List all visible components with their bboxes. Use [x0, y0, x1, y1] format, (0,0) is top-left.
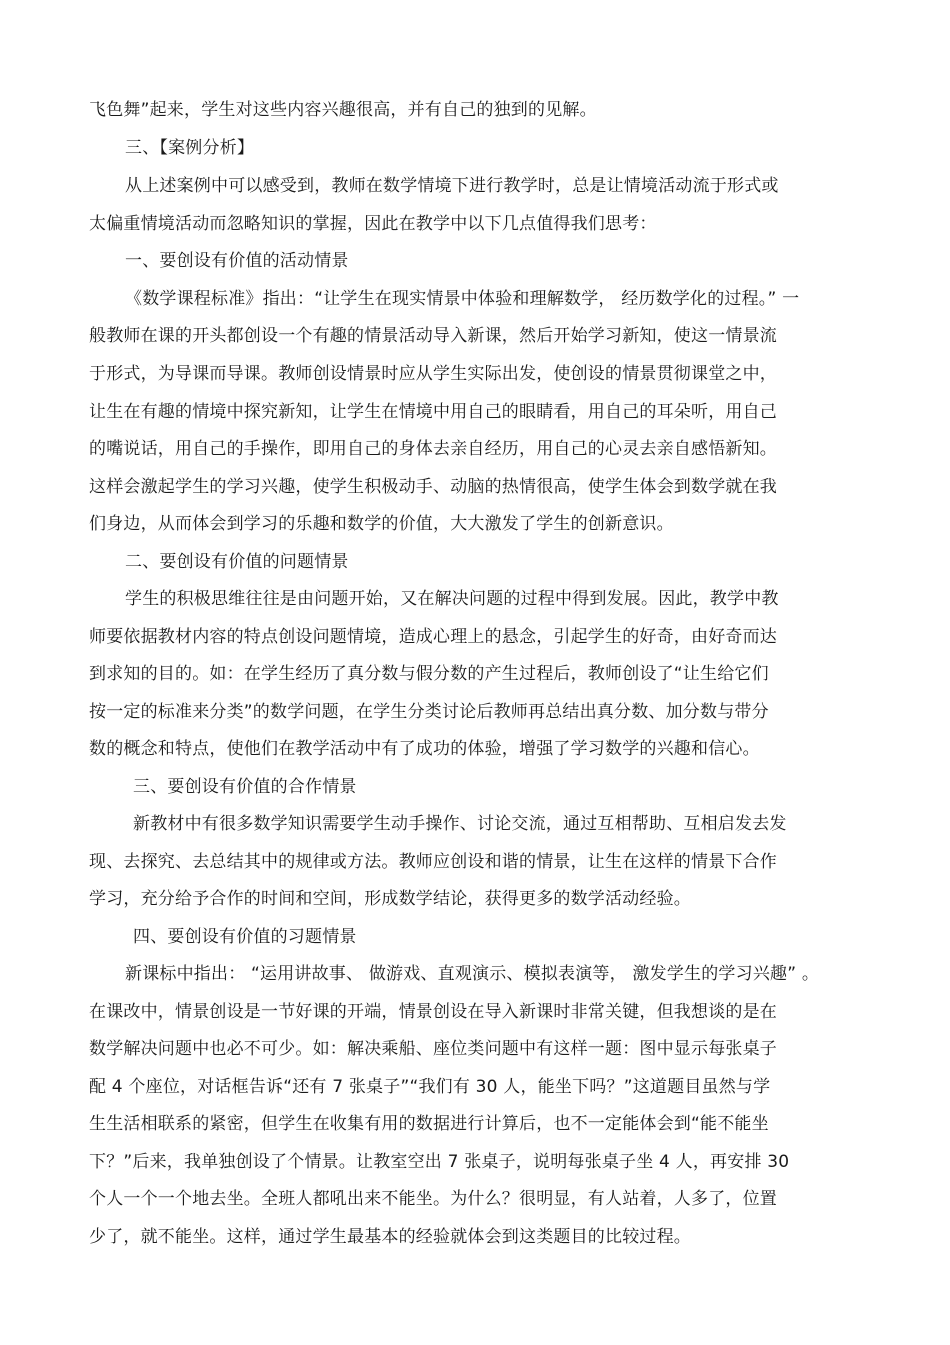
- subsection-heading: 三、要创设有价值的合作情景: [133, 777, 357, 797]
- subsection-heading: 四、要创设有价值的习题情景: [133, 927, 357, 947]
- text-line: 新课标中指出： “运用讲故事、 做游戏、直观演示、模拟表演等， 激发学生的学习兴趣” 。: [125, 964, 820, 984]
- text-line: 的嘴说话，用自己的手操作，即用自己的身体去亲自经历，用自己的心灵去亲自感悟新知。: [89, 439, 777, 459]
- text-line: 学习，充分给予合作的时间和空间，形成数学结论，获得更多的数学活动经验。: [89, 889, 691, 909]
- text-line: 按一定的标准来分类”的数学问题，在学生分类讨论后教师再总结出真分数、加分数与带分: [89, 702, 769, 722]
- text-line: 个人一个一个地去坐。全班人都吼出来不能坐。为什么？很明显，有人站着，人多了，位置: [89, 1189, 777, 1209]
- text-line: 《数学课程标准》指出：“让学生在现实情景中体验和理解数学， 经历数学化的过程。” 一: [125, 289, 800, 309]
- text-line: 般教师在课的开头都创设一个有趣的情景活动导入新课，然后开始学习新知，使这一情景流: [89, 326, 777, 346]
- text-line: 飞色舞”起来，学生对这些内容兴趣很高，并有自己的独到的见解。: [89, 100, 597, 120]
- text-line: 新教材中有很多数学知识需要学生动手操作、讨论交流，通过互相帮助、互相启发去发: [133, 814, 787, 834]
- text-line: 学生的积极思维往往是由问题开始，又在解决问题的过程中得到发展。因此，教学中教: [125, 589, 779, 609]
- text-line: 配 4 个座位，对话框告诉“还有 7 张桌子”“我们有 30 人，能坐下吗？”这道题目虽然与学: [89, 1077, 771, 1097]
- text-line: 在课改中，情景创设是一节好课的开端，情景创设在导入新课时非常关键，但我想谈的是在: [89, 1002, 777, 1022]
- text-line: 于形式，为导课而导课。教师创设情景时应从学生实际出发，使创设的情景贯彻课堂之中，: [89, 364, 777, 384]
- text-line: 们身边，从而体会到学习的乐趣和数学的价值，大大激发了学生的创新意识。: [89, 514, 674, 534]
- text-line: 现、去探究、去总结其中的规律或方法。教师应创设和谐的情景，让生在这样的情景下合作: [89, 852, 777, 872]
- subsection-heading: 二、要创设有价值的问题情景: [125, 552, 349, 572]
- text-line: 下？”后来，我单独创设了个情景。让教室空出 7 张桌子，说明每张桌子坐 4 人，再安排 30: [89, 1152, 790, 1172]
- section-heading: 三、【案例分析】: [125, 138, 255, 158]
- subsection-heading: 一、要创设有价值的活动情景: [125, 251, 349, 271]
- text-line: 师要依据教材内容的特点创设问题情境，造成心理上的悬念，引起学生的好奇，由好奇而达: [89, 627, 777, 647]
- text-line: 数的概念和特点，使他们在教学活动中有了成功的体验，增强了学习数学的兴趣和信心。: [89, 739, 760, 759]
- text-line: 让生在有趣的情境中探究新知，让学生在情境中用自己的眼睛看，用自己的耳朵听，用自己: [89, 402, 777, 422]
- text-line: 太偏重情境活动而忽略知识的掌握，因此在教学中以下几点值得我们思考：: [89, 214, 657, 234]
- text-line: 到求知的目的。如：在学生经历了真分数与假分数的产生过程后，教师创设了“让生给它们: [89, 664, 769, 684]
- text-line: 这样会激起学生的学习兴趣，使学生积极动手、动脑的热情很高，使学生体会到数学就在我: [89, 477, 777, 497]
- text-line: 少了，就不能坐。这样，通过学生最基本的经验就体会到这类题目的比较过程。: [89, 1227, 691, 1247]
- text-line: 数学解决问题中也必不可少。如：解决乘船、座位类问题中有这样一题：图中显示每张桌子: [89, 1039, 777, 1059]
- text-line: 生生活相联系的紧密，但学生在收集有用的数据进行计算后，也不一定能体会到“能不能坐: [89, 1114, 769, 1134]
- text-line: 从上述案例中可以感受到，教师在数学情境下进行教学时，总是让情境活动流于形式或: [125, 176, 779, 196]
